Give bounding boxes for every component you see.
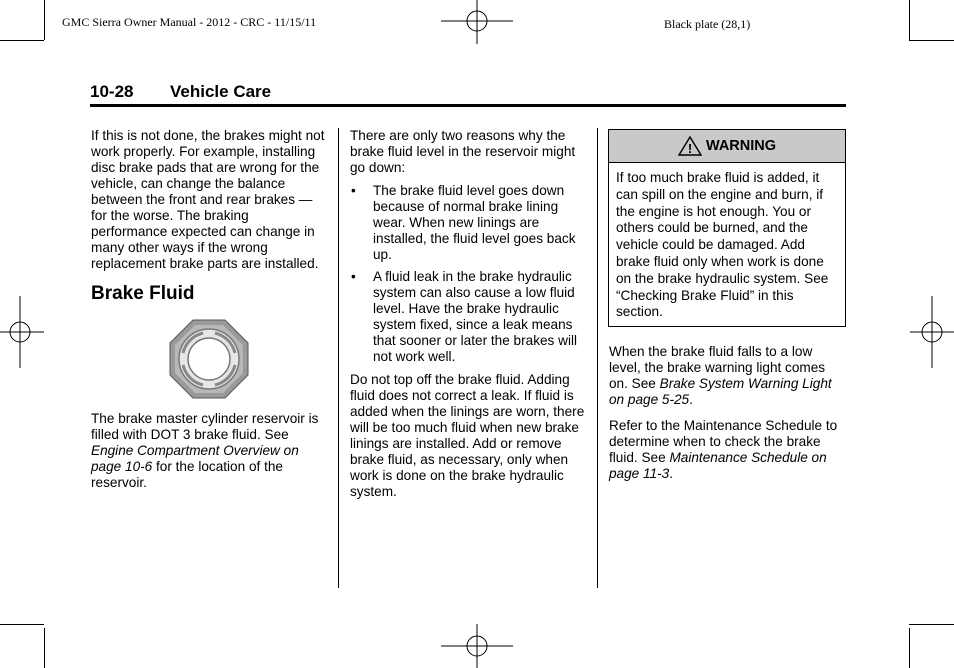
print-header-left: GMC Sierra Owner Manual - 2012 - CRC - 11/15/11 [62,15,317,29]
warning-text: If too much brake fluid is added, it can spill on the engine and burn, if the engine is hot enough. You or others could be burned, and the vehicle could be damaged. Add brake fluid only when work is done on the brake hydraulic system. See “Checking Brake Fluid” in this section. [616,170,829,320]
column-3 [609,344,847,489]
text: for the location of the reservoir. [91,459,283,490]
warning-header [609,130,845,163]
warning-box [608,129,846,327]
column-1 [91,128,327,498]
text: . [689,392,693,407]
list-item-text: A fluid leak in the brake hydraulic system can also cause a low fluid level. Have the brake hydraulic system fixed, since a leak means that sooner or later the brakes will not work well. [373,269,578,364]
svg-text:!: ! [687,141,693,156]
cross-reference-link[interactable]: Brake System Warning Light on page 5-25 [609,376,832,407]
column-2 [350,128,588,507]
section-title: Vehicle Care [170,82,272,101]
section-heading: Brake Fluid [91,283,195,304]
list-item-text: The brake fluid level goes down because of normal brake lining wear. When new linings are installed, the fluid level goes back up. [373,183,576,262]
text: Refer to the Maintenance Schedule to determine when to check the brake fluid. See [609,418,838,465]
list-item [350,269,588,365]
page-title-bar [90,80,846,107]
text: The brake master cylinder reservoir is filled with DOT 3 brake fluid. See [91,411,319,442]
column-divider-2 [597,128,598,588]
paragraph [609,418,847,482]
bullet-icon: • [351,183,356,198]
bullet-list [350,183,588,365]
cross-reference-link[interactable]: Engine Compartment Overview on page 10-6 [91,443,299,474]
warning-title: WARNING [705,138,777,154]
paragraph: If this is not done, the brakes might not work properly. For example, installing disc brake pads that are wrong for the vehicle, can change the balance between the front and rear brakes — for the worse. The braking performance expected can change in many other ways if the wrong replacement brake parts are installed. [91,128,325,271]
registration-mark-right [910,296,954,368]
paragraph: There are only two reasons why the brake fluid level in the reservoir might go down: [350,128,576,175]
print-header-right: Black plate (28,1) [664,17,751,31]
paragraph [609,344,847,408]
registration-mark-bottom [441,624,513,668]
text: . [669,466,673,481]
warning-triangle-icon [678,136,702,156]
page-number: 10-28 [90,82,134,101]
paragraph [91,411,327,491]
list-item [350,183,588,263]
registration-mark-left [0,296,44,368]
text: When the brake fluid falls to a low level, the brake warning light comes on. See [609,344,826,391]
brake-fluid-cap-icon [169,319,249,399]
column-divider-1 [338,128,339,588]
paragraph: Do not top off the brake fluid. Adding fluid does not correct a leak. If fluid is added when the linings are worn, there will be too much fluid when new brake linings are installed. Add or remove brake fluid, as necessary, only when work is done on the brake hydraulic system. [350,372,585,499]
bullet-icon: • [351,269,356,284]
cross-reference-link[interactable]: Maintenance Schedule on page 11-3 [609,450,827,481]
registration-mark-top [441,0,513,44]
